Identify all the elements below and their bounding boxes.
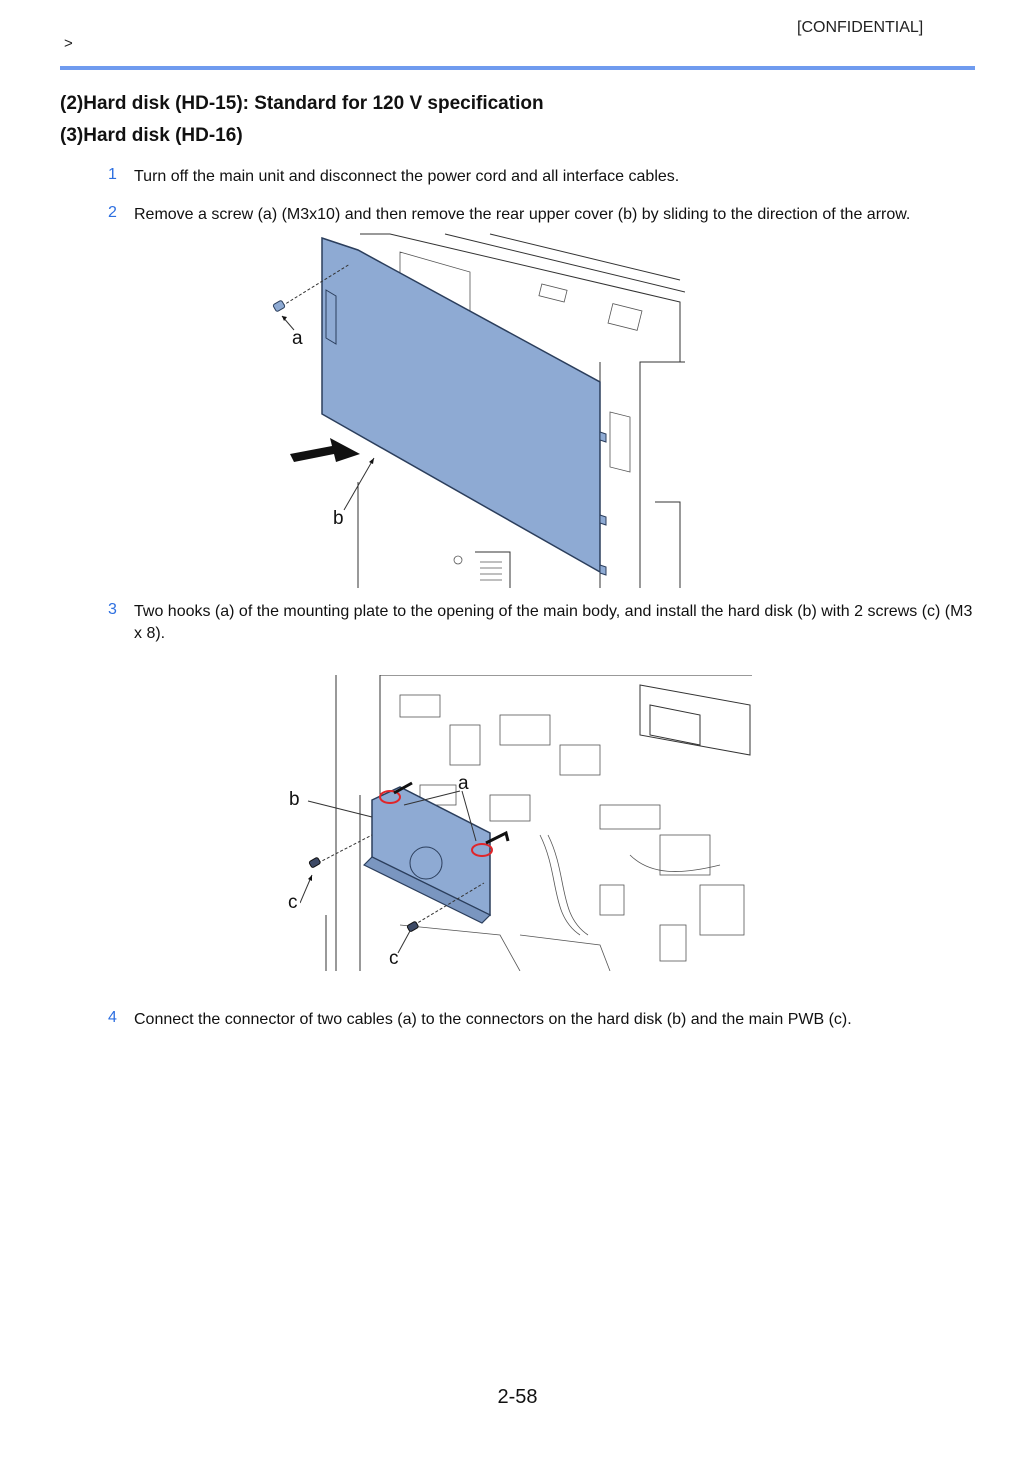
step-number: 3 — [108, 601, 117, 618]
figure2-label-c: c — [389, 948, 399, 969]
figure1-label-a: a — [292, 328, 303, 349]
figure2-label-a: a — [458, 773, 469, 794]
rear-cover-removal-illustration — [270, 232, 685, 590]
section-heading-hd15: (2)Hard disk (HD-15): Standard for 120 V specification — [60, 93, 544, 114]
figure2-label-b: b — [289, 789, 300, 810]
step-text: Remove a screw (a) (M3x10) and then remove the rear upper cover (b) by sliding to the direction of the arrow. — [134, 206, 911, 223]
header-rule — [60, 66, 975, 70]
breadcrumb[interactable]: > — [64, 35, 73, 52]
page-number: 2-58 — [497, 1386, 538, 1408]
step-number: 1 — [108, 166, 117, 183]
slide-direction-arrow-icon — [290, 438, 360, 462]
section-heading-hd16: (3)Hard disk (HD-16) — [60, 125, 243, 146]
step-number: 4 — [108, 1009, 117, 1026]
figure1-label-b: b — [333, 508, 344, 529]
figure2-label-c: c — [288, 892, 298, 913]
step-text: Two hooks (a) of the mounting plate to the opening of the main body, and install the hard disk (b) with 2 screws (c) (M3 x 8). — [134, 603, 973, 642]
step-text: Connect the connector of two cables (a) to the connectors on the hard disk (b) and the main PWB (c). — [134, 1011, 852, 1028]
step-text: Turn off the main unit and disconnect the power cord and all interface cables. — [134, 168, 680, 185]
screw-icon — [273, 300, 286, 312]
confidential-label: [CONFIDENTIAL] — [797, 19, 924, 36]
hard-disk-installation-illustration — [300, 675, 752, 971]
step-number: 2 — [108, 204, 117, 221]
